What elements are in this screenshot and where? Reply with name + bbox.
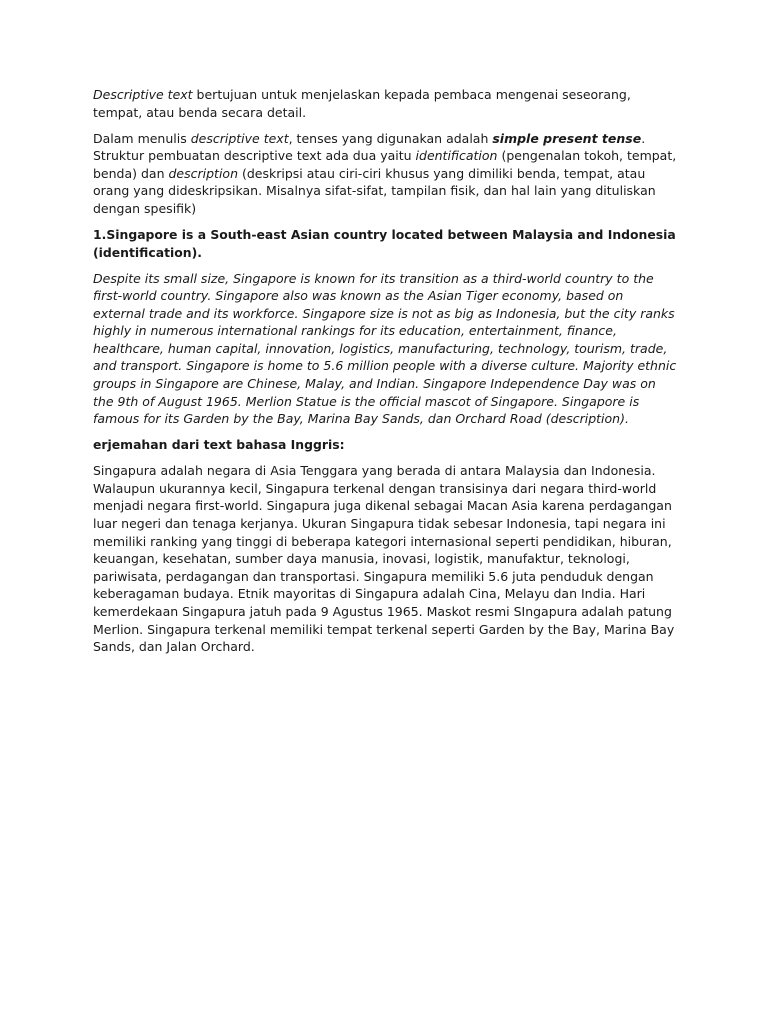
structure-emphasis-2: identification: [415, 148, 498, 164]
structure-text-1: Dalam menulis: [93, 130, 191, 146]
structure-emphasis-1: descriptive text: [190, 130, 289, 146]
structure-text-2: , tenses yang digunakan adalah: [288, 130, 493, 146]
description-paragraph: Despite its small size, Singapore is known for its transition as a third-world country to the first-world country. Singapore also was known as the Asian Tiger economy, based on external trade and its workforce. Singapore size is not as big as Indonesia, but the city ranks highly in numerous international rankings for its education, entertainment, finance, healthcare, human capital, innovation, logistics, manufacturing, technology, tourism, trade, and transport. Singapore is home to 5.6 million people with a diverse culture. Majority ethnic groups in Singapore are Chinese, Malay, and Indian. Singapore Independence Day was on the 9th of August 1965. Merlion Statue is the official mascot of Singapore. Singapore is famous for its Garden by the Bay, Marina Bay Sands, dan Orchard Road (description).: [93, 270, 677, 427]
structure-strong-emphasis: simple present tense: [492, 130, 642, 146]
translation-heading: erjemahan dari text bahasa Inggris:: [93, 437, 345, 453]
intro-paragraph: [93, 86, 677, 121]
structure-emphasis-3: description: [168, 165, 238, 181]
structure-text-3: . Struktur pembuatan descriptive text ada dua yaitu: [93, 130, 646, 164]
structure-paragraph: [93, 130, 677, 218]
structure-text-5: (deskripsi atau ciri-ciri khusus yang dimiliki benda, tempat, atau orang yang dideskripsikan. Misalnya sifat-sifat, tampilan fisik, dan hal lain yang dituliskan dengan spesifik): [93, 165, 656, 216]
document-body: [93, 86, 677, 664]
intro-emphasis: Descriptive text: [93, 87, 193, 102]
translation-paragraph: Singapura adalah negara di Asia Tenggara yang berada di antara Malaysia dan Indonesia. Walaupun ukurannya kecil, Singapura terkenal dengan transisinya dari negara third-world menjadi negara first-world. Singapura juga dikenal sebagai Macan Asia karena perdagangan luar negeri dan tenaga kerjanya. Ukuran Singapura tidak sebesar Indonesia, tapi negara ini memiliki ranking yang tinggi di beberapa kategori internasional seperti pendidikan, hiburan, keuangan, kesehatan, sumber daya manusia, inovasi, logistik, manufaktur, teknologi, pariwisata, perdagangan dan transportasi. Singapura memiliki 5.6 juta penduduk dengan keberagaman budaya. Etnik mayoritas di Singapura adalah Cina, Melayu dan India. Hari kemerdekaan Singapura jatuh pada 9 Agustus 1965. Maskot resmi SIngapura adalah patung Merlion. Singapura terkenal memiliki tempat terkenal seperti Garden by the Bay, Marina Bay Sands, dan Jalan Orchard.: [93, 463, 675, 655]
identification-heading: 1.Singapore is a South-east Asian country located between Malaysia and Indonesia (identification).: [93, 226, 676, 260]
structure-text-4: (pengenalan tokoh, tempat, benda) dan: [93, 148, 677, 181]
intro-text: bertujuan untuk menjelaskan kepada pembaca mengenai seseorang, tempat, atau benda secara detail.: [93, 87, 631, 120]
